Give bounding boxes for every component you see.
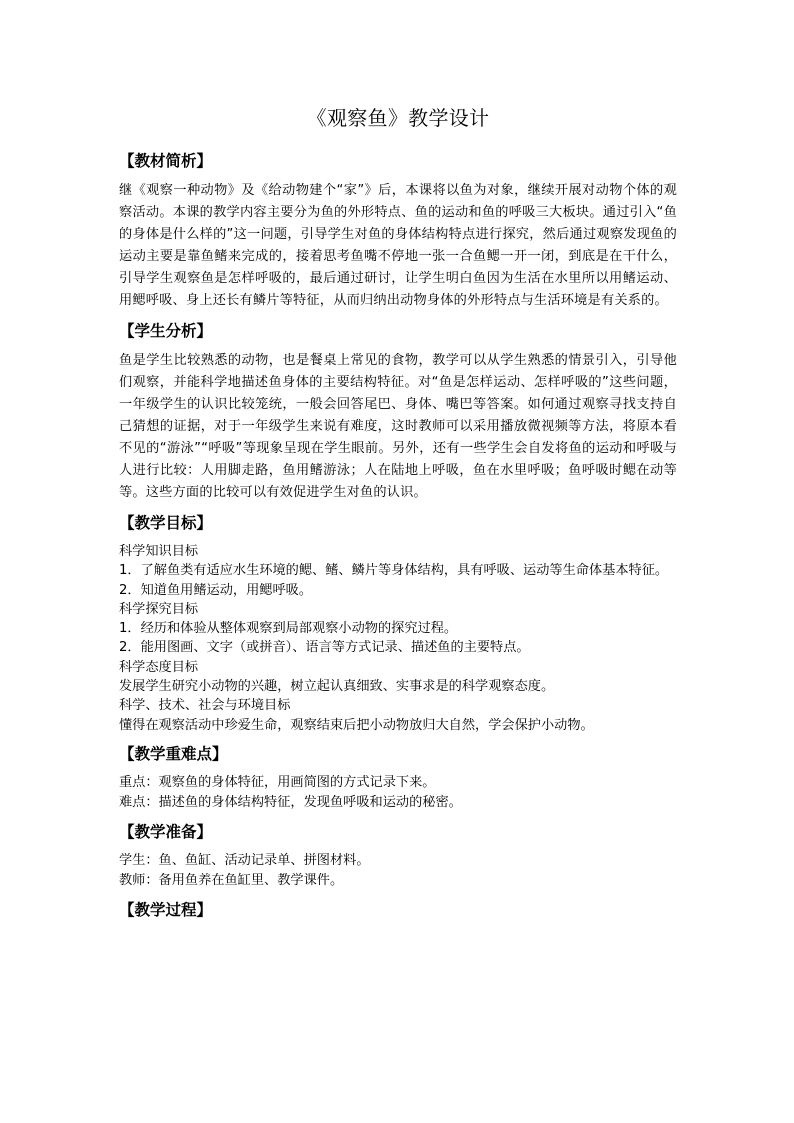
paragraph-students: 鱼是学生比较熟悉的动物，也是餐桌上常见的食物，教学可以从学生熟悉的情景引入，引导他们观察，并能科学地描述鱼身体的主要结构特征。对“鱼是怎样运动、怎样呼吸的”这些问题，一年级学生的认识比较笼统，一般会回答尾巴、身体、嘴巴等答案。如何通过观察寻找支持自己猜想的证据，对于一年级学生来说有难度，这时教师可以采用播放微视频等方法，将原本看不见的“游泳”“呼吸”等现象呈现在学生眼前。另外，还有一些学生会自发将鱼的运动和呼吸与人进行比较：人用脚走路，鱼用鳍游泳；人在陆地上呼吸，鱼在水里呼吸；鱼呼吸时鳃在动等等。这些方面的比较可以有效促进学生对鱼的认识。	[119, 353, 677, 500]
document-content	[119, 101, 677, 923]
goal-inquiry-item-1: 1．经历和体验从整体观察到局部观察小动物的探究过程。	[119, 621, 458, 637]
section-heading-preparation: 【教学准备】	[119, 822, 213, 841]
section-heading-goals: 【教学目标】	[119, 514, 213, 532]
section-body-preparation	[119, 845, 677, 897]
key-point-difficulty: 难点：描述鱼的身体结构特征，发现鱼呼吸和运动的秘密。	[119, 794, 462, 810]
goal-knowledge-title: 科学知识目标	[119, 544, 199, 559]
section-body-materials	[119, 174, 677, 318]
paragraph-materials: 继《观察一种动物》及《给动物建个“家”》后，本课将以鱼为对象，继续开展对动物个体的观察活动。本课的教学内容主要分为鱼的外形特点、鱼的运动和鱼的呼吸三大板块。通过引入“鱼的身体是什么样的”这一问题，引导学生对鱼的身体结构特点进行探究，然后通过观察发现鱼的运动主要是靠鱼鳍来完成的，接着思考鱼嘴不停地一张一合鱼鳃一开一闭，到底是在干什么，引导学生观察鱼是怎样呼吸的，最后通过研讨，让学生明白鱼因为生活在水里所以用鳍运动、用鳃呼吸、身上还长有鳞片等特征，从而归纳出动物身体的外形特点与生活环境是有关系的。	[119, 183, 677, 308]
key-point-focus: 重点：观察鱼的身体特征，用画简图的方式记录下来。	[119, 774, 436, 790]
section-heading-key-points: 【教学重难点】	[119, 744, 228, 763]
preparation-students: 学生：鱼、鱼缸、活动记录单、拼图材料。	[119, 852, 370, 868]
section-process	[119, 897, 677, 923]
goal-inquiry-item-2: 2．能用图画、文字（或拼音）、语言等方式记录、描述鱼的主要特点。	[119, 640, 530, 656]
section-students	[119, 318, 677, 510]
document-title: 《观察鱼》教学设计	[306, 106, 490, 130]
section-materials	[119, 148, 677, 318]
goal-attitude-item-1: 发展学生研究小动物的兴趣，树立起认真细致、实事求是的科学观察态度。	[119, 679, 555, 695]
section-goals	[119, 510, 677, 741]
section-key-points	[119, 741, 677, 819]
section-body-key-points	[119, 767, 677, 819]
section-body-goals	[119, 536, 677, 741]
goal-attitude-title: 科学态度目标	[119, 659, 199, 675]
goal-sts-title: 科学、技术、社会与环境目标	[119, 698, 291, 714]
goal-inquiry-title: 科学探究目标	[119, 601, 199, 617]
preparation-teacher: 教师：备用鱼养在鱼缸里、教学课件。	[119, 872, 344, 888]
goal-knowledge-item-1: 1．了解鱼类有适应水生环境的鳃、鳍、鳞片等身体结构，具有呼吸、运动等生命体基本特征。	[119, 563, 669, 579]
section-preparation	[119, 819, 677, 897]
goal-sts-item-1: 懂得在观察活动中珍爱生命，观察结束后把小动物放归大自然，学会保护小动物。	[119, 717, 594, 733]
section-heading-students: 【学生分析】	[119, 322, 213, 340]
section-heading-process: 【教学过程】	[119, 900, 213, 919]
goal-knowledge-item-2: 2．知道鱼用鳍运动，用鳃呼吸。	[119, 582, 313, 598]
section-heading-materials: 【教材简析】	[119, 152, 213, 170]
section-body-students	[119, 344, 677, 510]
